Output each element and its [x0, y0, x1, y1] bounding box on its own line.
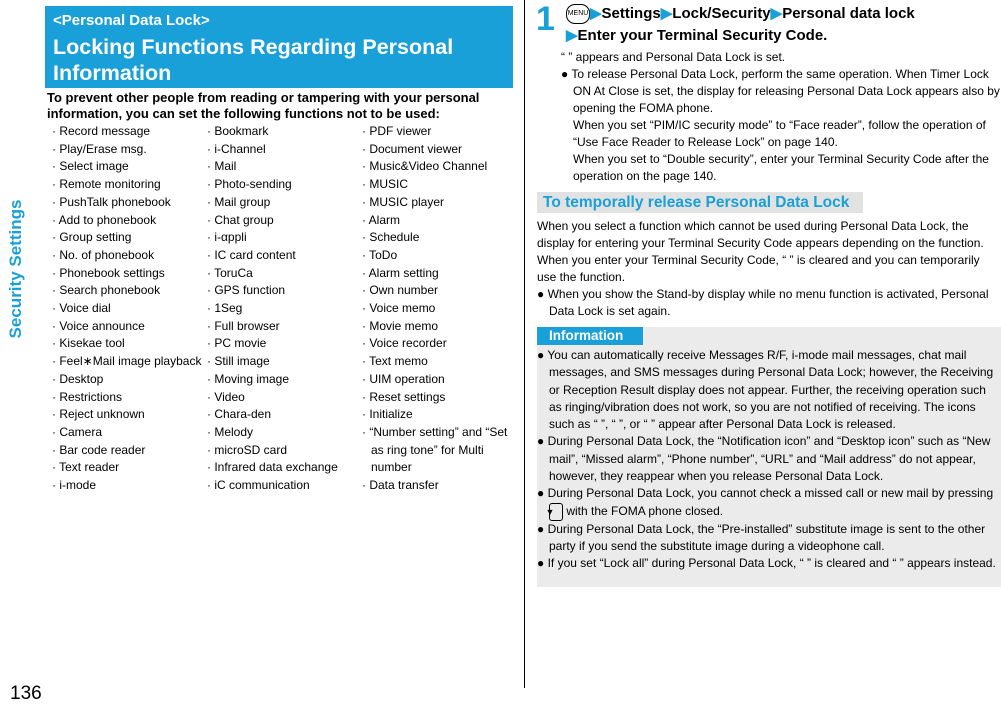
function-item: · Text memo	[362, 354, 428, 369]
function-item: · Remote monitoring	[52, 177, 161, 192]
function-item: · Voice dial	[52, 301, 111, 316]
info-text-3b: with the FOMA phone closed.	[566, 503, 724, 518]
function-item: · Still image	[207, 354, 270, 369]
function-item: · Moving image	[207, 371, 290, 386]
section-bullet: ● When you show the Stand-by display while no menu function is activated, Personal Data Lock is set again.	[537, 287, 989, 318]
arrow-icon: ▶	[660, 5, 673, 22]
function-item: · Reset settings	[362, 389, 446, 404]
info-text-2: During Personal Data Lock, the “Notification icon” and “Desktop icon” such as “New mail”, “Missed alarm”, “Phone number”, “URL” and “Mail address” do not appear, however, they reappear when you release Personal Data Lock.	[547, 434, 991, 484]
function-item: · microSD card	[207, 442, 288, 457]
info-bullet-5: ● If you set “Lock all” during Personal Data Lock, “ ” is cleared and “ ” appears instead.	[537, 556, 996, 571]
function-item: · Chara-den	[207, 407, 272, 422]
section-paragraph: When you select a function which cannot be used during Personal Data Lock, the display for entering your Terminal Security Code appears depending on the function. When you enter your Terminal Security Code, “ ” is cleared and you can temporarily use the function.	[537, 219, 984, 284]
function-item: · PDF viewer	[362, 124, 432, 138]
function-item: · Photo-sending	[207, 177, 292, 192]
function-item: · Group setting	[52, 230, 132, 245]
path-personal-data-lock: Personal data lock	[782, 5, 915, 22]
function-item: · Record message	[52, 124, 151, 138]
function-list-col3	[362, 123, 514, 495]
function-item: · Initialize	[362, 407, 413, 422]
path-settings: Settings	[601, 5, 661, 22]
function-item: · Kisekae tool	[52, 336, 125, 351]
arrow-icon: ▶	[770, 5, 783, 22]
function-item: · Own number	[362, 283, 439, 298]
function-item: · Schedule	[362, 230, 420, 245]
function-item: · i-Channel	[207, 141, 266, 156]
step-bullet-text: To release Personal Data Lock, perform the same operation. When Timer Lock ON At Close is set, the display for releasing Personal Data Lock appears also by opening the FOMA phone.	[571, 67, 1000, 115]
down-key-icon: ▼	[549, 503, 563, 521]
function-item: · Document viewer	[362, 141, 463, 156]
menu-key-icon: MENU	[566, 4, 590, 24]
function-item: · Camera	[52, 424, 103, 439]
function-item: · IC card content	[207, 247, 296, 262]
side-tab	[0, 0, 30, 705]
function-item: · Video	[207, 389, 245, 404]
function-item: · Music&Video Channel	[362, 159, 488, 174]
function-item: · Phonebook settings	[52, 265, 165, 280]
function-item: · iC communication	[207, 478, 310, 493]
intro-text: To prevent other people from reading or tampering with your personal information, you can set the following functions not to be used:	[47, 90, 480, 121]
column-divider	[524, 0, 525, 688]
function-item: · GPS function	[207, 283, 286, 298]
function-item: · Restrictions	[52, 389, 123, 404]
function-item: · Voice announce	[52, 318, 145, 333]
function-item: · Bookmark	[207, 124, 269, 138]
function-item: · ToruCa	[207, 265, 253, 280]
function-item: · Alarm setting	[362, 265, 439, 280]
arrow-icon: ▶	[590, 5, 602, 22]
function-item: · PushTalk phonebook	[52, 194, 171, 209]
function-item: · Mail group	[207, 194, 271, 209]
function-item: · 1Seg	[207, 301, 243, 316]
step-body	[561, 49, 1001, 185]
function-item: · ToDo	[362, 247, 398, 262]
function-item: · Full browser	[207, 318, 280, 333]
path-enter-code: Enter your Terminal Security Code.	[577, 27, 828, 44]
function-item: · “Number setting” and “Set as ring tone” for Multi number	[362, 424, 508, 475]
function-item: · i-mode	[52, 478, 97, 493]
path-lock-security: Lock/Security	[672, 5, 771, 22]
function-item: · Add to phonebook	[52, 212, 157, 227]
function-item: · No. of phonebook	[52, 247, 155, 262]
step-instruction	[566, 3, 986, 47]
arrow-icon: ▶	[566, 27, 578, 44]
function-item: · Text reader	[52, 460, 120, 475]
section-heading: To temporally release Personal Data Lock	[537, 192, 863, 213]
step-sub2: When you set to “Double security”, enter your Terminal Security Code after the operation on the page 140.	[573, 152, 989, 183]
info-text-3a: During Personal Data Lock, you cannot check a missed call or new mail by pressing	[547, 486, 994, 501]
function-item: · Play/Erase msg.	[52, 141, 147, 156]
info-bullet-3: ● During Personal Data Lock, you cannot check a missed call or new mail by pressing ▼ with the FOMA phone closed.	[537, 485, 1001, 520]
function-item: · UIM operation	[362, 371, 445, 386]
info-text-1: You can automatically receive Messages R/F, i-mode mail messages, chat mail messages, and SMS messages during Personal Data Lock; however, the Receiving or Reception Result display does not appear. Further, the receiving operation such as ringing/vibration does not work, so you are not notified of receiving. The icons such as “ ”, “ ”, or “ ” appear after Personal Data Lock is released.	[547, 348, 994, 432]
function-item: · Select image	[52, 159, 129, 174]
function-item: · MUSIC player	[362, 194, 445, 209]
function-item: · PC movie	[207, 336, 267, 351]
function-item: · Desktop	[52, 371, 104, 386]
function-item: · Data transfer	[362, 478, 439, 493]
page-title: Locking Functions Regarding Personal Information	[53, 35, 454, 85]
function-item: · Feel∗Mail image playback	[52, 354, 202, 369]
info-bullet-1: ● You can automatically receive Messages R/F, i-mode mail messages, chat mail messages, and SMS messages during Personal Data Lock; however, the Receiving or Reception Result display does not appear. Further, the receiving operation such as ringing/vibration does not work, so you are not notified of receiving. The icons such as “ ”, “ ”, or “ ” appear after Personal Data Lock is released.	[537, 348, 994, 432]
step-number: 1	[536, 0, 555, 38]
function-item: · Infrared data exchange	[207, 460, 338, 475]
function-item: · Mail	[207, 159, 237, 174]
function-item: · Search phonebook	[52, 283, 161, 298]
step-result-line: “ ” appears and Personal Data Lock is set.	[561, 50, 786, 64]
section-bullet-text: When you show the Stand-by display while no menu function is activated, Personal Data Lock is set again.	[547, 287, 989, 318]
function-item: · Chat group	[207, 212, 274, 227]
function-item: · Melody	[207, 424, 254, 439]
info-bullet-4: ● During Personal Data Lock, the “Pre-installed” substitute image is sent to the other party if you send the substitute image during a videophone call.	[537, 521, 986, 553]
function-item: · Bar code reader	[52, 442, 146, 457]
function-list-col2	[207, 123, 338, 495]
title-box	[45, 6, 513, 88]
info-body	[537, 347, 1001, 573]
step-bullet: ● To release Personal Data Lock, perform the same operation. When Timer Lock ON At Close is set, the display for releasing Personal Data Lock appears also by opening the FOMA phone.	[561, 67, 1000, 115]
function-item: · MUSIC	[362, 177, 408, 192]
side-label: Security Settings	[6, 199, 25, 339]
page-number: 136	[10, 683, 42, 704]
function-item: · Voice memo	[362, 301, 436, 316]
function-list-col1	[52, 123, 201, 495]
section-body	[537, 218, 995, 320]
info-text-5: If you set “Lock all” during Personal Data Lock, “ ” is cleared and “ ” appears instead.	[547, 556, 996, 571]
function-item: · Alarm	[362, 212, 401, 227]
info-bullet-2: ● During Personal Data Lock, the “Notification icon” and “Desktop icon” such as “New mail”, “Missed alarm”, “Phone number”, “URL” and “Mail address” do not appear, however, they reappear when you release Personal Data Lock.	[537, 434, 991, 484]
function-item: · i-αppli	[207, 230, 247, 245]
info-tab: Information	[537, 327, 643, 345]
function-item: · Movie memo	[362, 318, 439, 333]
function-item: · Voice recorder	[362, 336, 447, 351]
info-text-4: During Personal Data Lock, the “Pre-installed” substitute image is sent to the other party if you send the substitute image during a videophone call.	[547, 521, 986, 553]
step-sub1: When you set “PIM/IC security mode” to “Face reader”, follow the operation of “Use Face Reader to Release Lock” on page 140.	[573, 118, 986, 149]
title-sub: <Personal Data Lock>	[53, 12, 210, 29]
function-item: · Reject unknown	[52, 407, 145, 422]
